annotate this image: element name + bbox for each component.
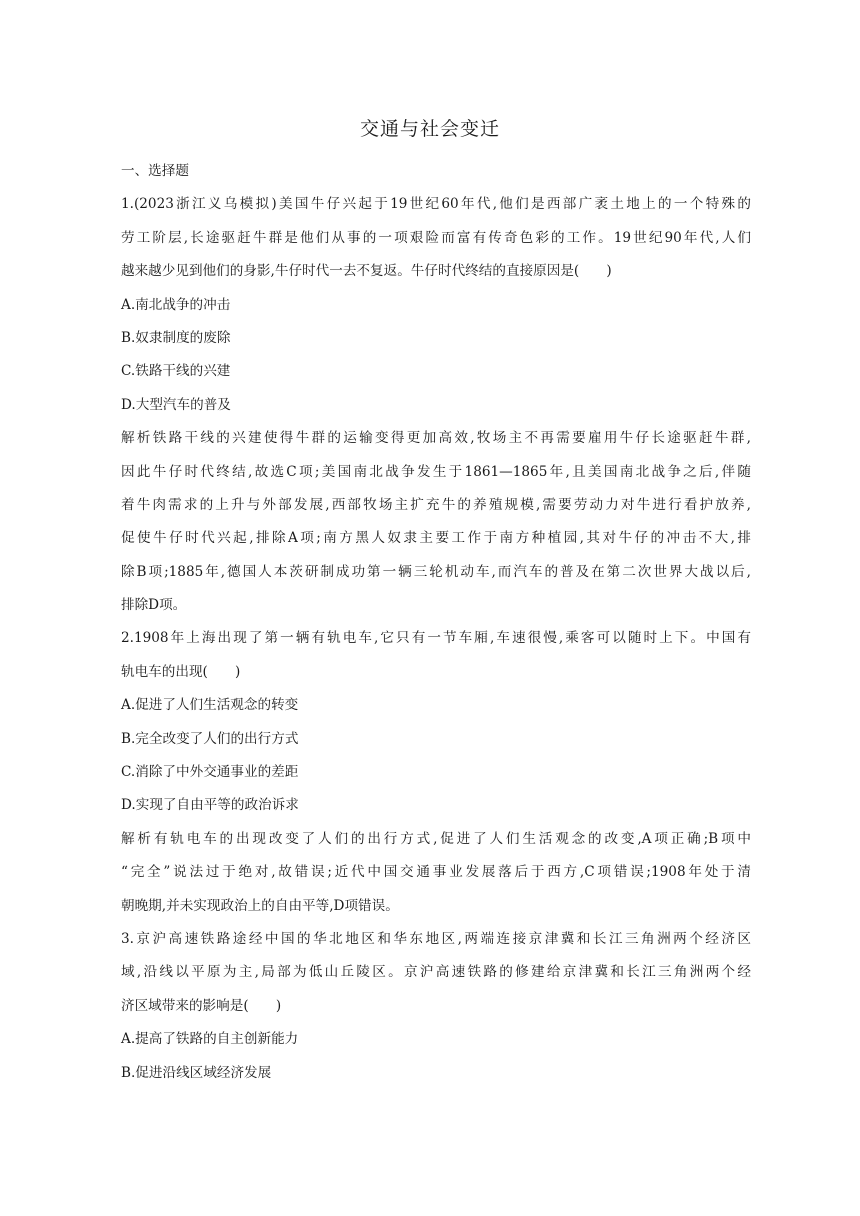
option-a: A.提高了铁路的自主创新能力 [121,1031,299,1048]
option-c: C.消除了中外交通事业的差距 [121,764,299,781]
page-title: 交通与社会变迁 [359,118,500,140]
question-stem-line: 1.(2023浙江义乌模拟)美国牛仔兴起于19世纪60年代,他们是西部广袤土地上的一个特殊的 [121,196,751,213]
analysis-line: 促使牛仔时代兴起,排除A项;南方黑人奴隶主要工作于南方种植园,其对牛仔的冲击不大,排 [121,530,751,547]
question-1 [121,188,751,622]
analysis-line: 解析铁路干线的兴建使得牛群的运输变得更加高效,牧场主不再需要雇用牛仔长途驱赶牛群, [121,430,751,447]
analysis-line: 着牛肉需求的上升与外部发展,西部牧场主扩充牛的养殖规模,需要劳动力对牛进行看护放养, [121,496,751,513]
analysis-line: 因此牛仔时代终结,故选C项;美国南北战争发生于1861—1865年,且美国南北战争之后,伴随 [121,463,751,480]
option-b: B.奴隶制度的废除 [121,329,231,346]
question-2 [121,622,751,923]
analysis-line: “完全”说法过于绝对,故错误;近代中国交通事业发展落后于西方,C项错误;1908年处于清 [121,864,751,881]
question-stem-line: 济区域带来的影响是( ) [121,997,282,1014]
analysis-line: 排除D项。 [121,597,187,614]
question-3 [121,923,751,1090]
question-stem-line: 2.1908年上海出现了第一辆有轨电车,它只有一节车厢,车速很慢,乘客可以随时上下。中国有 [121,630,751,647]
option-b: B.促进沿线区域经济发展 [121,1064,272,1081]
document-body [121,155,751,1090]
option-a: A.南北战争的冲击 [121,296,231,313]
section-heading: 一、选择题 [121,163,189,179]
question-stem-line: 越来越少见到他们的身影,牛仔时代一去不复返。牛仔时代终结的直接原因是( ) [121,263,612,280]
option-d: D.大型汽车的普及 [121,396,231,413]
question-stem-line: 域,沿线以平原为主,局部为低山丘陵区。京沪高速铁路的修建给京津冀和长江三角洲两个经 [121,964,751,981]
question-stem-line: 轨电车的出现( ) [121,663,241,680]
option-a: A.促进了人们生活观念的转变 [121,697,299,714]
option-b: B.完全改变了人们的出行方式 [121,730,299,747]
question-stem-line: 劳工阶层,长途驱赶牛群是他们从事的一项艰险而富有传奇色彩的工作。19世纪90年代,人们 [121,229,751,246]
analysis-line: 朝晚期,并未实现政治上的自由平等,D项错误。 [121,897,399,914]
analysis-line: 除B项;1885年,德国人本茨研制成功第一辆三轮机动车,而汽车的普及在第二次世界大战以后, [121,563,751,580]
question-stem-line: 3.京沪高速铁路途经中国的华北地区和华东地区,两端连接京津冀和长江三角洲两个经济区 [121,930,751,947]
option-c: C.铁路干线的兴建 [121,363,231,380]
option-d: D.实现了自由平等的政治诉求 [121,797,299,814]
analysis-line: 解析有轨电车的出现改变了人们的出行方式,促进了人们生活观念的改变,A项正确;B项中 [121,830,751,847]
